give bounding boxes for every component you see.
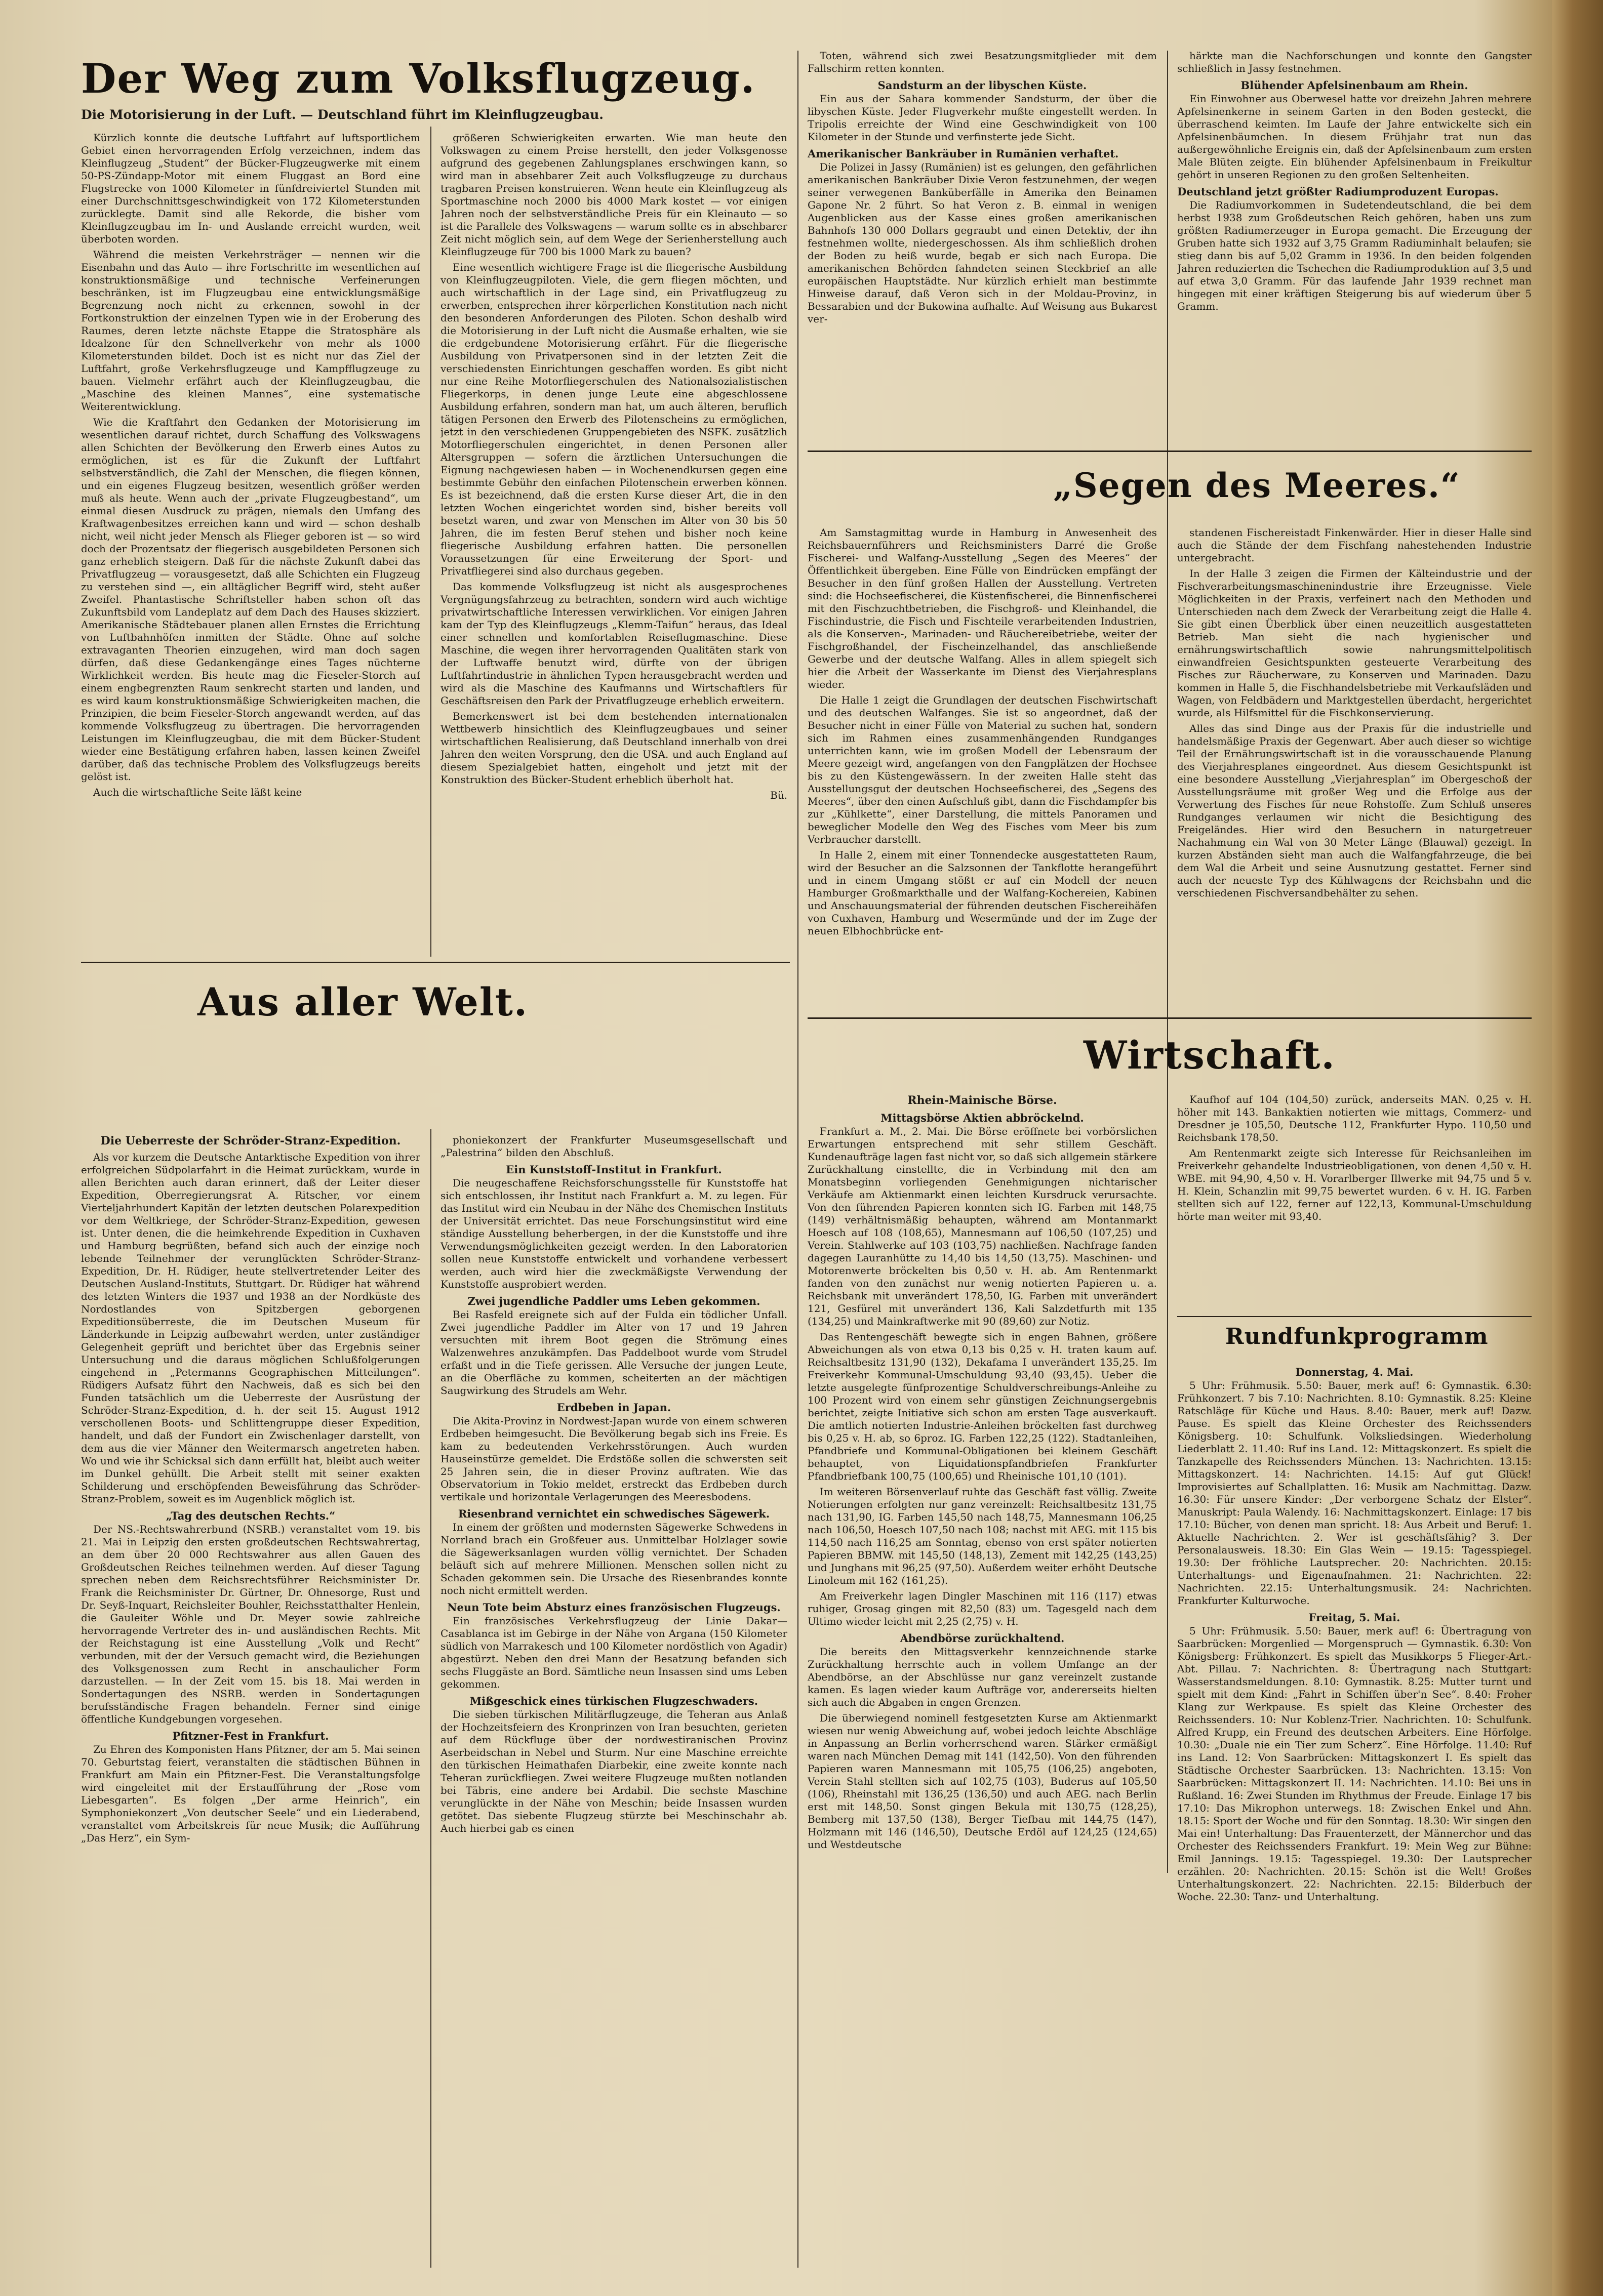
wirtschaft-paragraph: Frankfurt a. M., 2. Mai. Die Börse eröffnete bei vorbörslichen Erwartungen entsprechend mit sehr stillem Geschäft. Kundenaufträge lagen fast nicht vor, so daß sich allgemein stärkere Zurückhaltung einstellte, die in Verbindung mit den am Monatsbeginn vorliegenden Genehmigungen nichtarischer Verkäufe am Aktienmarkt einen leichten Kursdruck verursachte. Von den führenden Papieren konnten sich IG. Farben mit 148,75 (149) verhältnismäßig behaupten, während am Montanmarkt Hoesch auf 108 (108,65), Mannesmann auf 106,50 (107,25) und Verein. Stahlwerke auf 103 (103,75) nachließen. Nachfrage fanden dagegen Lauranhütte zu 14,40 bis 14,50 (13,75). Maschinen- und Motorenwerte bröckelten bis 0,50 v. H. ab. Am Rentenmarkt fanden von den zunächst nur wenig notierten Papieren u. a. Reichsbank mit unverändert 178,50, IG. Farben mit unverändert 121, Gesfürel mit unverändert 136, Kali Salzdetfurth mit 135 (134,25) und Mainkraftwerke mit 90 (89,60) zur Notiz. <box>808 1125 1157 1327</box>
column-rule <box>797 51 798 2268</box>
segen-paragraph: Alles das sind Dinge aus der Praxis für die industrielle und handelsmäßige Praxis der Gegenwart. Aber auch dieser so wichtige Teil der Ernährungswirtschaft ist in die vorausschauende Planung des Vierjahresplanes eingeordnet. Aus diesem Gesichtspunkt ist eine besondere Ausstellung „Vierjahresplan“ im Obergeschoß der Ausstellungsräume mit großer Weg und die Erfolge aus der Verwertung des Fisches für neue Rohstoffe. Zum Schluß unseres Rundganges verlaumen wir nicht die Besichtigung des Freigeländes. Hier wird den Besuchern in naturgetreuer Nachahmung ein Wal von 30 Meter Länge (Blauwal) gezeigt. In kurzen Abständen sieht man auch die Walfangfahrzeuge, die bei dem Wal die Arbeit und seine Ausnutzung gestattet. Ferner sind auch der neueste Typ des Kühlwagens der Reichsbahn und die verschiedenen Fischversandbehälter zu sehen. <box>1177 722 1532 899</box>
news-text: Die Polizei in Jassy (Rumänien) ist es gelungen, den gefährlichen amerikanischen Bankräuber Dixie Veron festzunehmen, der wegen seiner verwegenen Banküberfälle in Amerika den Beinamen Gapone Nr. 2 führt. So hat Veron z. B. einmal in wenigen Augenblicken aus der Kasse eines großen amerikanischen Bahnhofs 130 000 Dollars gegraubt und einen Detektiv, der ihn festnehmen wollte, niedergeschossen. Als ihm schließlich drohen der Boden zu heiß wurde, begab er sich nach Europa. Die amerikanischen Behörden fahndeten seinen Steckbrief an alle europäischen Hauptstädte. Nur kürzlich erhielt man bestimmte Hinweise darauf, daß Veron sich in der Moldau-Provinz, in Bessarabien und der Bukowina aufhalte. Auf Weisung aus Bukarest ver- <box>808 161 1157 325</box>
news-text: härkte man die Nachforschungen und konnte den Gangster schließlich in Jassy festnehmen. <box>1177 50 1532 74</box>
aus-column-2 <box>440 1134 787 2263</box>
lead-paragraph: größeren Schwierigkeiten erwarten. Wie man heute den Volkswagen zu einem Preise herstellt, den jeder Volksgenosse aufgrund des gegebenen Zahlungsplanes erschwingen kann, so wird man in absehbarer Zeit auch Volksflugzeuge zu durchaus tragbaren Preisen konstruieren. Wenn heute ein Kleinflugzeug als Sportmaschine noch 2000 bis 4000 Mark kostet — vor einigen Jahren noch der selbstverständliche Preis für ein Kleinauto — so ist die Parallele des Volkswagens — warum sollte es in absehbarer Zeit nicht möglich sein, auf dem Wege der Serienherstellung auch Kleinflugzeuge für 700 bis 1000 Mark zu bauen? <box>440 132 787 258</box>
news-title: Amerikanischer Bankräuber in Rumänien verhaftet. <box>808 147 1119 160</box>
news-text: Ein aus der Sahara kommender Sandsturm, der über die libyschen Küste. Jeder Flugverkehr mußte eingestellt werden. In Tripolis erreichte der Wind eine Geschwindigkeit von 100 Kilometer in der Stunde und verfinsterte jede Sicht. <box>808 93 1157 143</box>
aus-paragraph: Bei Rasfeld ereignete sich auf der Fulda ein tödlicher Unfall. Zwei jugendliche Paddler im Alter von 17 und 19 Jahren versuchten mit ihrem Boot gegen die Strömung eines Walzenwehres anzukämpfen. Das Paddelboot wurde vom Strudel erfaßt und in die Tiefe gerissen. Alle Versuche der jungen Leute, an die Oberfläche zu kommen, scheiterten an der mächtigen Saugwirkung des Strudels am Wehr. <box>440 1308 787 1397</box>
lead-paragraph: Kürzlich konnte die deutsche Luftfahrt auf luftsportlichem Gebiet einen hervorragenden Erfolg verzeichnen, indem das Kleinflugzeug „Student“ der Bücker-Flugzeugwerke mit einem 50-PS-Zündapp-Motor mit einem Fluggast an Bord eine Flugstrecke von 1000 Kilometer in fünfdreiviertel Stunden mit einer Durchschnittsgeschwindigkeit von 172 Kilometerstunden zurücklegte. Damit sind alle Rekorde, die bisher vom Kleinflugzeugbau im In- und Auslande erreicht wurden, weit überboten worden. <box>81 132 420 245</box>
section-rule <box>808 450 1532 452</box>
aus-article-title: Mißgeschick eines türkischen Flugzeschwaders. <box>469 1695 758 1707</box>
wirtschaft-column-4 <box>1177 1093 1532 1316</box>
aus-paragraph: Der NS.-Rechtswahrerbund (NSRB.) veranstaltet vom 19. bis 21. Mai in Leipzig den ersten großdeutschen Rechtswahrertag, an dem über 20 000 Rechtswahrer aus allen Gauen des Großdeutschen Reiches teilnehmen werden. Auf dieser Tagung sprechen neben dem Reichsrechtsführer Reichsminister Dr. Frank die Reichsminister Dr. Gürtner, Dr. Ohnesorge, Rust und Dr. Seyß-Inquart, Reichsleiter Bouhler, Reichsstatthalter Henlein, die Gauleiter Wöhle und Dr. Meyer sowie zahlreiche hervorragende Vertreter des in- und ausländischen Rechts. Mit der Reichstagung ist eine Ausstellung „Volk und Recht“ verbunden, mit der der Versuch gemacht wird, die Beziehungen des Volksgenossen zum Recht in anschaulicher Form darzustellen. — In der Zeit vom 15. bis 18. Mai werden in Sondertagungen des NSRB. werden in Sondertagungen berufsständische Fragen behandeln. Ferner sind einige öffentliche Kundgebungen vorgesehen. <box>81 1523 420 1725</box>
rundfunk-column <box>1177 1362 1532 2263</box>
segen-column-4 <box>1177 526 1532 1012</box>
newspaper-sheet <box>61 0 1539 2296</box>
aus-paragraph: Ein französisches Verkehrsflugzeug der Linie Dakar—Casablanca ist im Gebirge in der Nähe von Argana (150 Kilometer südlich von Marrakesch und 100 Kilometer nordöstlich von Agadir) abgestürzt. Neben den drei Mann der Besatzung befanden sich sechs Fluggäste an Bord. Sämtliche neun Insassen sind ums Leben gekommen. <box>440 1615 787 1690</box>
aus-article-title: „Tag des deutschen Rechts.“ <box>166 1509 336 1522</box>
rundfunk-day: Freitag, 5. Mai. <box>1308 1611 1400 1624</box>
lead-column-1 <box>81 132 420 941</box>
aus-article-title: Die Ueberreste der Schröder-Stranz-Expedition. <box>100 1134 401 1147</box>
wirtschaft-paragraph: Das Rentengeschäft bewegte sich in engen Bahnen, größere Abweichungen als von etwa 0,13 bis 0,25 v. H. traten kaum auf. Reichsaltbesitz 131,90 (132), Dekafama I unverändert 135,25. Im Freiverkehr Kommunal-Umschuldung 93,40 (93,45). Ueber die letzte ausgelegte fünfprozentige Schuldverschreibungs-Anleihe zu 100 Prozent wird von einem sehr günstigen Zeichnungsergebnis berichtet, zeigte Initiative sich schon am ersten Tage ausverkauft. Die amtlich notierten Industrie-Anleihen bröckelten fast durchweg bis 0,25 v. H. ab, so 6proz. IG. Farben 122,25 (122). Stadtanleihen, Pfandbriefe und Kommunal-Obligationen bei kleinem Geschäft behauptet, von Liquidationspfandbriefen Frankfurter Pfandbriefbank 100,75 (100,65) und Rheinische 101,10 (101). <box>808 1331 1157 1482</box>
section-rule <box>1177 1316 1532 1317</box>
segen-paragraph: In der Halle 3 zeigen die Firmen der Kälteindustrie und der Fischverarbeitungsmaschinenindustrie ihre Erzeugnisse. Viele Möglichkeiten in der Praxis, verfeinert nach den Methoden und Unterschieden nach dem Zweck der Verarbeitung zeigt die Halle 4. Sie gibt einen Überblick über einen neuzeitlich ausgestatteten Betrieb. Man sieht die nach hygienischer und ernährungswirtschaftlich sowie nahrungsmittelpolitisch einwandfreien Gesichtspunkten gesteuerte Verarbeitung des Fisches zur Räucherware, zu Konserven und Marinaden. Dazu kommen in Halle 5, die Fischhandelsbetriebe mit Verkaufsläden und Wagen, von Feldbädern und Marktgestellen überdacht, hergerichtet wurde, als Hilfsmittel für die Fischkonservierung. <box>1177 567 1532 719</box>
aus-article-title: Neun Tote beim Absturz eines französischen Flugzeugs. <box>447 1601 781 1614</box>
wirtschaft-paragraph: Am Rentenmarkt zeigte sich Interesse für Reichsanleihen im Freiverkehr gehandelte Industrieobligationen, von denen 4,50 v. H. WBE. mit 94,90, 4,50 v. H. Vorarlberger Illwerke mit 94,75 und 5 v. H. Klein, Schanzlin mit 99,75 bewertet wurden. 6 v. H. IG. Farben stellten sich auf 122, ferner auf 122,13, Kommunal-Umschuldung hörte man weiter mit 93,40. <box>1177 1147 1532 1222</box>
segen-paragraph: standenen Fischereistadt Finkenwärder. Hier in dieser Halle sind auch die Stände der dem Fischfang nahestehenden Industrie untergebracht. <box>1177 526 1532 564</box>
news-text: Die Radiumvorkommen in Sudetendeutschland, die bei dem herbst 1938 zum Großdeutschen Reich gehören, haben uns zum größten Radiumerzeuger in Europa gemacht. Die Erzeugung der Gruben hatte sich 1932 auf 3,75 Gramm Radiuminhalt belaufen; sie stieg dann bis auf 5,02 Gramm in 1936. In den beiden folgenden Jahren reduzierten die Tschechen die Radiumproduktion auf 3,5 und auf etwa 3,0 Gramm. Für das laufende Jahr 1939 rechnet man hingegen mit einer kräftigen Steigerung bis auf wiederum über 5 Gramm. <box>1177 199 1532 312</box>
aus-article-title: Pfitzner-Fest in Frankfurt. <box>172 1730 329 1742</box>
aus-paragraph: Als vor kurzem die Deutsche Antarktische Expedition von ihrer erfolgreichen Südpolarfahrt in die Heimat zurückkam, wurde in allen Berichten auch daran erinnert, daß der Leiter dieser Expedition, Oberregierungsrat A. Ritscher, vor einem Vierteljahrhundert Kapitän der letzten deutschen Polarexpedition vor dem Weltkriege, der Schröder-Stranz-Expedition, gewesen ist. Unter denen, die die heimkehrende Expedition in Cuxhaven und Hamburg begrüßten, befand sich auch der einzige noch lebende Teilnehmer der verunglückten Schröder-Stranz-Expedition, Dr. H. Rüdiger, heute stellvertretender Leiter des Deutschen Ausland-Instituts, Stuttgart. Dr. Rüdiger hat während des letzten Winters die 1937 und 1938 an der Nordküste des Nordostlandes von Spitzbergen geborgenen Expeditionsüberreste, die im Deutschen Museum für Länderkunde in Leipzig aufbewahrt werden, unter zuständiger Gelegenheit geprüft und berichtet über das Ergebnis seiner Untersuchung und die daraus möglichen Schlußfolgerungen eingehend in „Petermanns Geographischen Mitteilungen“. Rüdigers Aufsatz führt den Nachweis, daß es sich bei den Funden tatsächlich um die Ueberreste der Ausrüstung der Schröder-Stranz-Expedition, d. h. der seit 15. August 1912 verschollenen Boots- und Schlittengruppe dieser Expedition, handelt, und daß der Fundort ein Zwischenlager darstellt, von dem aus die vier Männer den Weitermarsch angetreten haben. Wo und wie ihr Schicksal sich dann erfüllt hat, bleibt auch weiter im Dunkel gehüllt. Die Arbeit stellt mit seiner exakten Schilderung und erschöpfenden Beweisführung das Schröder-Stranz-Problem, soweit es im Augenblick möglich ist. <box>81 1151 420 1505</box>
section-rule <box>81 962 790 963</box>
wirtschaft-headline: Wirtschaft. <box>1084 1033 1336 1078</box>
aus-paragraph: Zu Ehren des Komponisten Hans Pfitzner, der am 5. Mai seinen 70. Geburtstag feiert, veranstalten die städtischen Bühnen in Frankfurt am Main ein Pfitzner-Fest. Die Veranstaltungsfolge wird eingeleitet mit der Erstaufführung der „Rose vom Liebesgarten“. Es folgen „Der arme Heinrich“, ein Symphoniekonzert „Von deutscher Seele“ und ein Liederabend, veranstaltet vom Arbeitskreis für neue Musik; die Aufführung „Das Herz“, ein Sym- <box>81 1743 420 1844</box>
wirtschaft-title: Rhein-Mainische Börse. <box>907 1094 1057 1107</box>
rundfunk-headline: Rundfunkprogramm <box>1225 1324 1489 1349</box>
lead-deck: Die Motorisierung in der Luft. — Deutschland führt im Kleinflugzeugbau. <box>81 107 604 122</box>
lead-headline: Der Weg zum Volksflugzeug. <box>81 55 756 102</box>
wirtschaft-paragraph: Die bereits den Mittagsverkehr kennzeichnende starke Zurückhaltung herrschte auch in vollem Umfange an der Abendbörse, an der Abschlüsse nur ganz vereinzelt zustande kamen. Es lagen wieder kaum Aufträge vor, andererseits hielten sich auch die Abgaben in engen Grenzen. <box>808 1646 1157 1708</box>
news-column-4 <box>1177 50 1532 444</box>
segen-paragraph: Die Halle 1 zeigt die Grundlagen der deutschen Fischwirtschaft und des deutschen Walfanges. Sie ist so angeordnet, daß der Besucher nicht in einer Fülle von Material zu suchen hat, sondern sich im Rahmen eines zusammenhängenden Rundganges unterrichten kann, wie im großen Modell der Lebensraum der Meere gezeigt wird, angefangen von den Fangplätzen der Hochsee bis zu den Küstengewässern. In der zweiten Halle steht das Ausstellungsgut der deutschen Hochseefischerei, des „Segens des Meeres“, über den einen Aufschluß gibt, dann die Fischdampfer bis zur „Kühlkette“, einer Darstellung, die mittels Panoramen und beweglicher Modelle den Weg des Fisches vom Meer bis zum Verbraucher darstellt. <box>808 694 1157 845</box>
news-title: Blühender Apfelsinenbaum am Rhein. <box>1240 79 1468 92</box>
wirtschaft-subtitle: Abendbörse zurückhaltend. <box>900 1632 1065 1645</box>
news-column-3 <box>808 50 1157 444</box>
aus-paragraph: phoniekonzert der Frankfurter Museumsgesellschaft und „Palestrina“ bilden den Abschluß. <box>440 1134 787 1159</box>
column-rule <box>430 1129 431 2268</box>
segen-headline: „Segen des Meeres.“ <box>1053 466 1461 505</box>
lead-paragraph: Wie die Kraftfahrt den Gedanken der Motorisierung im wesentlichen darauf richtet, durch Schaffung des Volkswagens allen Schichten der Bevölkerung den Erwerb eines Autos zu ermöglichen, ist es für die Zukunft der Luftfahrt selbstverständlich, die Zahl der Menschen, die fliegen können, und ein eigenes Flugzeug besitzen, wesentlich größer werden muß als heute. Wenn auch der „private Flugzeugbestand“, um einmal diesen Ausdruck zu prägen, niemals den Umfang des Kraftwagenbesitzes erreichen kann und wird — schon deshalb nicht, weil nicht jeder Mensch als Flieger geboren ist — so wird doch der Prozentsatz der fliegerisch ausgebildeten Personen sich ganz erheblich steigern. Daß für die nächste Zukunft dabei das Privatflugzeug — vorausgesetzt, daß alle Schichten ein Flugzeug zu verstehen sind —, ein alltäglicher Begriff wird, steht außer Zweifel. Phantastische Schriftsteller haben schon oft das Zukunftsbild vom Landeplatz auf dem Dach des Hauses skizziert. Amerikanische Städtebauer planen allen Ernstes die Errichtung von Luftbahnhöfen inmitten der Städte. Ohne auf solche extravaganten Theorien einzugehen, wird man doch sagen dürfen, daß diese Gedankengänge eines Tages nüchterne Wirklichkeit werden. Bis heute mag die Fieseler-Storch auf einem engbegrenzten Raum senkrecht starten und landen, und es wird kaum konstruktionsmäßige Schwierigkeiten machen, die Prinzipien, die beim Fieseler-Storch angewandt werden, auf das kommende Volksflugzeug zu übertragen. Die hervorragenden Leistungen im Kleinflugzeugbau, die mit dem Bücker-Student wieder eine Bestätigung erfahren haben, lassen keinen Zweifel darüber, daß das technische Problem des Volksflugzeugs bereits gelöst ist. <box>81 416 420 783</box>
binding-edge <box>1552 0 1603 2296</box>
news-text: Toten, während sich zwei Besatzungsmitglieder mit dem Fallschirm retten konnten. <box>808 50 1157 74</box>
news-title: Deutschland jetzt größter Radiumproduzent Europas. <box>1177 185 1499 198</box>
news-title: Sandsturm an der libyschen Küste. <box>877 79 1087 92</box>
segen-paragraph: In Halle 2, einem mit einer Tonnendecke ausgestatteten Raum, wird der Besucher an die Salzsonnen der Tankflotte herangeführt und in einem Umgang stößt er auf ein Modell der neuen Hamburger Großmarkthalle und der Walfang-Kochereien, Kabinen und Anschauungsmaterial der führenden deutschen Fischereihäfen von Cuxhaven, Hamburg und Wesermünde und der im Zuge der neuen Elbhochbrücke ent- <box>808 849 1157 937</box>
aus-paragraph: Die neugeschaffene Reichsforschungsstelle für Kunststoffe hat sich entschlossen, ihr Institut nach Frankfurt a. M. zu legen. Für das Institut wird ein Neubau in der Nähe des Chemischen Instituts der Universität errichtet. Das neue Forschungsinstitut wird eine ständige Ausstellung beherbergen, in der die Kunststoffe und ihre Verwendungsmöglichkeiten gezeigt werden. In den Laboratorien sollen neue Kunststoffe entwickelt und vorhandene verbessert werden, auch wird hier die zweckmäßigste Verwendung der Kunststoffe ausprobiert werden. <box>440 1177 787 1290</box>
aus-paragraph: In einem der größten und modernsten Sägewerke Schwedens in Norrland brach ein Großfeuer aus. Unmittelbar Holzlager sowie die Sägewerksanlagen wurden völlig vernichtet. Der Schaden beläuft sich auf mehrere Millionen. Menschen sollen nicht zu Schaden gekommen sein. Die Ursache des Riesenbrandes konnte noch nicht ermittelt werden. <box>440 1521 787 1596</box>
column-rule <box>1167 51 1168 1873</box>
news-text: Ein Einwohner aus Oberwesel hatte vor dreizehn Jahren mehrere Apfelsinenkerne in seinem Garten in den Boden gesteckt, die überraschend keimten. Im Laufe der Jahre entwickelte sich ein Apfelsinenbäumchen. In diesem Frühjahr trat nun das außergewöhnliche Ereignis ein, daß der Apfelsinenbaum zum ersten Male Blüten zeigte. Ein blühender Apfelsinenbaum in Freikultur gehört in unseren Regionen zu den großen Seltenheiten. <box>1177 93 1532 181</box>
rundfunk-day: Donnerstag, 4. Mai. <box>1295 1366 1414 1378</box>
aus-article-title: Ein Kunststoff-Institut in Frankfurt. <box>506 1163 722 1176</box>
aus-paragraph: Die sieben türkischen Militärflugzeuge, die Teheran aus Anlaß der Hochzeitsfeiern des Kronprinzen von Iran besuchten, gerieten auf dem Rückfluge über der nordwestiranischen Provinz Aserbeidschan in Nebel und Sturm. Nur eine Maschine erreichte den türkischen Heimathafen Diarbekir, eine zweite konnte nach Teheran zurückfliegen. Zwei weitere Flugzeuge mußten notlanden bei Täbris, eine andere bei Ardabil. Die sechste Maschine verunglückte in der Nähe von Meschin; beide Insassen wurden getötet. Das siebente Flugzeug stürzte bei Meschinschahr ab. Auch hierbei gab es einen <box>440 1708 787 1834</box>
lead-signature: Bü. <box>770 789 787 801</box>
aus-article-title: Erdbeben in Japan. <box>556 1401 671 1414</box>
aus-paragraph: Die Akita-Provinz in Nordwest-Japan wurde von einem schweren Erdbeben heimgesucht. Die Bevölkerung begab sich ins Freie. Es kam zu bedeutenden Verkehrsstörungen. Auch wurden Hauseinstürze gemeldet. Die Erdstöße sollen die schwersten seit 25 Jahren sein, die in dieser Provinz auftraten. Wie das Observatorium in Tokio meldet, erstreckt das Erdbeben durch vertikale und horizontale Verlagerungen des Meeresbodens. <box>440 1415 787 1503</box>
lead-paragraph: Bemerkenswert ist bei dem bestehenden internationalen Wettbewerb hinsichtlich des Kleinflugzeugbaues und seiner wirtschaftlichen Realisierung, daß Deutschland innerhalb von drei Jahren den weiten Vorsprung, den die USA. und auch England auf diesem Spezialgebiet hatten, eingeholt und jetzt mit der Konstruktion des Bücker-Student erheblich überholt hat. <box>440 710 787 786</box>
aus-article-title: Riesenbrand vernichtet ein schwedisches Sägewerk. <box>458 1507 770 1520</box>
segen-column-3 <box>808 526 1157 1012</box>
aus-column-1 <box>81 1134 420 2263</box>
wirtschaft-paragraph: Am Freiverkehr lagen Dingler Maschinen mit 116 (117) etwas ruhiger, Grosag gingen mit 82,50 (83) um. Tagesgeld nach dem Ultimo wieder leicht mit 2,25 (2,75) v. H. <box>808 1590 1157 1627</box>
wirtschaft-column-3 <box>808 1093 1157 2263</box>
lead-paragraph: Während die meisten Verkehrsträger — nennen wir die Eisenbahn und das Auto — ihre Fortschritte im wesentlichen auf konstruktionsmäßige und technische Verfeinerungen beschränken, ist im Flugzeugbau eine entwicklungsmäßige Begrenzung noch nicht zu erkennen, sowohl in der Fortkonstruktion der einzelnen Typen wie in der Eroberung des Raumes, deren letzte nächste Etappe die Stratosphäre als Idealzone für den Schnellverkehr von mehr als 1000 Kilometerstunden bildet. Doch ist es nicht nur das Ziel der Luftfahrt, große Verkehrsflugzeuge und Kampfflugzeuge zu bauen. Vielmehr erfährt auch der Kleinflugzeugbau, die „Maschine des kleinen Mannes“, eine systematische Weiterentwicklung. <box>81 249 420 413</box>
rundfunk-schedule: 5 Uhr: Frühmusik. 5.50: Bauer, merk auf! 6: Gymnastik. 6.30: Frühkonzert. 7 bis 7.10: Nachrichten. 8.10: Gymnastik. 8.25: Kleine Ratschläge für Küche und Haus. 8.40: Bauer, merk auf! Dazw. Pause. Es spielt das Kleine Orchester des Reichssenders Königsberg. 10: Schulfunk. Volksliedsingen. Wiederholung Liederblatt 2. 11.40: Ruf ins Land. 12: Mittagskonzert. Es spielt die Tanzkapelle des Reichssenders München. 13: Nachrichten. 13.15: Mittagskonzert. 14: Nachrichten. 14.15: Auf gut Glück! Improvisiertes auf Schallplatten. 16: Musik am Nachmittag. Dazw. 16.30: Für unsere Kinder: „Der verborgene Schatz der Elster“. Manuskript: Paula Walendy. 16: Nachmittagskonzert. Einlage: 17 bis 17.10: Bücher, von denen man spricht. 18: Aus Arbeit und Beruf: 1. Aktuelle Nachrichten. 2. Wer ist geschäftsfähig? 3. Der Personalausweis. 18.30: Ein Glas Wein — 19.15: Tagesspiegel. 19.30: Der fröhliche Lautsprecher. 20: Nachrichten. 20.15: Unterhaltungs- und Eigenaufnahmen. 21: Nachrichten. 22: Nachrichten. 22.15: Unterhaltungsmusik. 24: Nachrichten. Frankfurter Kulturwoche. <box>1177 1379 1532 1607</box>
column-rule <box>430 127 431 957</box>
lead-paragraph: Eine wesentlich wichtigere Frage ist die fliegerische Ausbildung von Kleinflugzeugpiloten. Viele, die gern fliegen möchten, und auch wirtschaftlich in der Lage sind, ein Privatflugzeug zu erwerben, entsprechen ihrer körperlichen Konstitution nach nicht den besonderen Anforderungen des Piloten. Schon deshalb wird die Motorisierung in der Luft nicht die Ausmaße erhalten, wie sie die erdgebundene Motorisierung erfährt. Für die fliegerische Ausbildung von Privatpersonen sind in der letzten Zeit die verschiedensten Einrichtungen geschaffen worden. Es gibt nicht nur eine Reihe Motorfliegerschulen des Nationalsozialistischen Fliegerkorps, in denen junge Leute eine abgeschlossene Ausbildung erfahren, sondern man hat, um auch älteren, beruflich tätigen Personen den Erwerb des Pilotenscheins zu ermöglichen, jetzt in den verschiedenen Gruppengebieten des NSFK. zusätzlich Motorfliegerschulen eingerichtet, in denen Personen aller Altersgruppen — sofern die ärztlichen Untersuchungen die Eignung nachgewiesen haben — in Wochenendkursen gegen eine bestimmte Gebühr den einfachen Pilotenschein erwerben können. Es ist bezeichnend, daß die ersten Kurse dieser Art, die in den letzten Wochen eingerichtet worden sind, bisher bereits voll besetzt waren, und zwar von Menschen im Alter von 30 bis 50 Jahren, die im festen Beruf stehen und bisher noch keine fliegerische Ausbildung erfahren hatten. Die personellen Voraussetzungen für eine Erweiterung der Sport- und Privatfliegerei sind also durchaus gegeben. <box>440 261 787 577</box>
aus-headline: Aus aller Welt. <box>197 979 529 1024</box>
wirtschaft-paragraph: Die überwiegend nominell festgesetzten Kurse am Aktienmarkt wiesen nur wenig Abweichung auf, wobei jedoch leichte Abschläge in Anpassung an Berlin vorherrschend waren. Stärker ermäßigt waren nach München Demag mit 141 (142,50). Von den führenden Papieren waren Mannesmann mit 105,75 (106,25) angeboten, Verein Stahl stellten sich auf 102,75 (103), Buderus auf 105,50 (106), Rheinstahl mit 136,25 (136,50) und auch AEG. nach Berlin erst mit 148,50. Sonst gingen Bekula mit 130,75 (128,25), Bemberg mit 137,50 (138), Berger Tiefbau mit 144,75 (147), Holzmann mit 146 (146,50), Deutsche Erdöl auf 124,25 (124,65) und Westdeutsche <box>808 1712 1157 1851</box>
section-rule <box>808 1017 1532 1019</box>
aus-article-title: Zwei jugendliche Paddler ums Leben gekommen. <box>467 1295 760 1307</box>
wirtschaft-paragraph: Kaufhof auf 104 (104,50) zurück, anderseits MAN. 0,25 v. H. höher mit 143. Bankaktien notierten wie mittags, Commerz- und Dresdner je 105,50, Deutsche 112, Frankfurter Hypo. 110,50 und Reichsbank 178,50. <box>1177 1093 1532 1143</box>
lead-column-2 <box>440 132 787 941</box>
segen-paragraph: Am Samstagmittag wurde in Hamburg in Anwesenheit des Reichsbauernführers und Reichsministers Darré die Große Fischerei- und Walfang-Ausstellung „Segen des Meeres“ der Öffentlichkeit übergeben. Eine Fülle von Eindrücken empfängt der Besucher in den fünf großen Hallen der Ausstellung. Vertreten sind: die Hochseefischerei, die Küstenfischerei, die Binnenfischerei mit den Fischzuchtbetrieben, die Fischgroß- und Kleinhandel, die Fischindustrie, die Fisch und Fischteile verarbeitenden Industrien, als die Konserven-, Marinaden- und Räuchereibetriebe, weiter der Fischgroßhandel, der Fischeinzelhandel, das anschließende Gewerbe und der deutsche Walfang. Alles in allem spiegelt sich hier die Arbeit der Wasserkante im Dienst des Vierjahresplans wieder. <box>808 526 1157 690</box>
lead-paragraph: Auch die wirtschaftliche Seite läßt keine <box>93 786 302 798</box>
rundfunk-schedule: 5 Uhr: Frühmusik. 5.50: Bauer, merk auf! 6: Übertragung von Saarbrücken: Morgenlied — Morgenspruch — Gymnastik. 6.30: Von Königsberg: Frühkonzert. Es spielt das Musikkorps 5 Flieger-Art.-Abt. Pillau. 7: Nachrichten. 8: Übertragung nach Stuttgart: Wasserstandsmeldungen. 8.10: Gymnastik. 8.25: Mutter turnt und spielt mit dem Kind: „Fahrt in Schiffen über'n See“. 8.40: Froher Klang zur Werkpause. Es spielt das Kleine Orchester des Reichssenders. 10: Nur Koblenz-Trier. Nachrichten. 10: Schulfunk. Alfred Krupp, ein Freund des deutschen Arbeiters. Eine Hörfolge. 10.30: „Duale nie ein Tier zum Scherz“. Eine Hörfolge. 11.40: Ruf ins Land. 12: Von Saarbrücken: Mittagskonzert I. Es spielt das Städtische Orchester Saarbrücken. 13: Nachrichten. 13.15: Von Saarbrücken: Mittagskonzert II. 14: Nachrichten. 14.10: Bei uns in Rußland. 16: Zwei Stunden im Rhythmus der Freude. Einlage 17 bis 17.10: Das Mikrophon unterwegs. 18: Zwischen Enkel und Ahn. 18.15: Sport der Woche und für den Sonntag. 18.30: Wir singen den Mai ein! Unterhaltung: Das Frauenterzett, der Männerchor und das Orchester des Reichssenders Frankfurt. 19: Mein Weg zur Bühne: Emil Jannings. 19.15: Tagesspiegel. 19.30: Der Lautsprecher erzählen. 20: Nachrichten. 20.15: Schön ist die Welt! Großes Unterhaltungskonzert. 22: Nachrichten. 22.15: Bilderbuch der Woche. 22.30: Tanz- und Unterhaltung. <box>1177 1625 1532 1903</box>
lead-paragraph: Das kommende Volksflugzeug ist nicht als ausgesprochenes Vergnügungsfahrzeug zu betrachten, sondern wird auch wichtige privatwirtschaftliche Interessen verwirklichen. Vor einigen Jahren kam der Typ des Kleinflugzeugs „Klemm-Taifun“ heraus, das Ideal einer schnellen und komfortablen Reiseflugmaschine. Diese Maschine, die wegen ihrer hervorragenden Qualitäten stark von der Luftwaffe benutzt wird, dürfte von der übrigen Luftfahrtindustrie in ähnlichen Typen herausgebracht werden und wird als die Maschine des Kaufmanns und Wirtschaftlers für Geschäftsreisen den Park der Privatflugzeuge erheblich erweitern. <box>440 581 787 707</box>
wirtschaft-subtitle: Mittagsbörse Aktien abbröckelnd. <box>880 1112 1084 1124</box>
wirtschaft-paragraph: Im weiteren Börsenverlauf ruhte das Geschäft fast völlig. Zweite Notierungen erfolgten nur ganz vereinzelt: Reichsaltbesitz 131,75 nach 131,90, IG. Farben 145,50 nach 148,75, Mannesmann 106,25 nach 106,50, Hoesch 107,50 nach 108; nachst mit AEG. mit 115 bis 114,50 nach 116,25 am Sonntag, ebenso von erst später notierten Papieren BBMW. mit 145,50 (148,13), Zement mit 142,25 (143,25) und Junghans mit 96,25 (97,50). Außerdem weiter erhöht Deutsche Linoleum mit 162 (161,25). <box>808 1486 1157 1586</box>
